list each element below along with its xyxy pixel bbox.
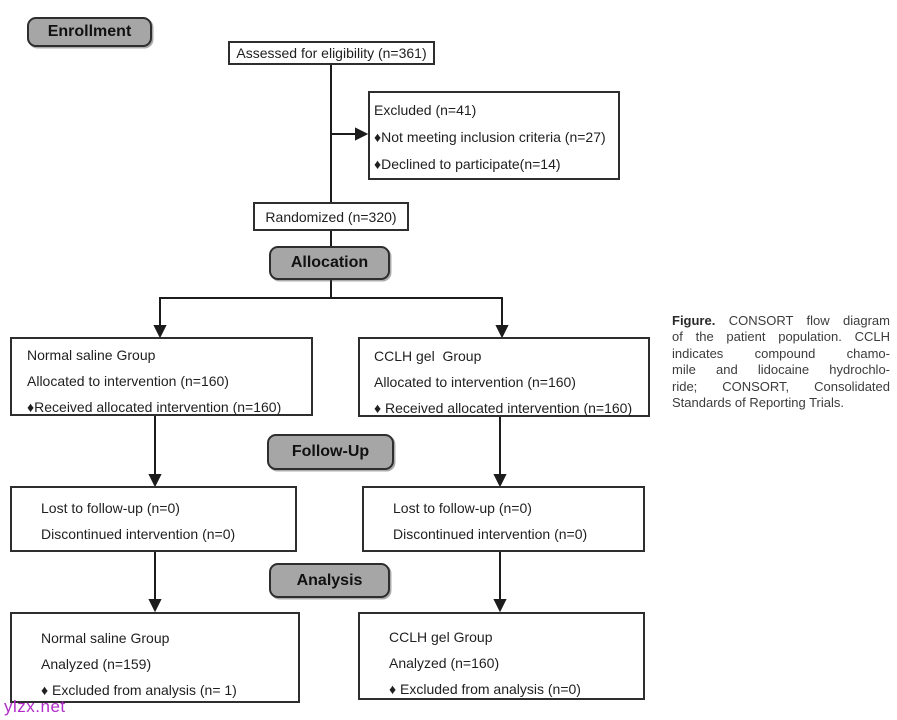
arrowhead-excluded xyxy=(356,129,366,139)
caption-line: Standards of Reporting Trials. xyxy=(672,395,844,411)
caption-line xyxy=(672,313,890,329)
stage-badge-allocation: Allocation xyxy=(269,246,390,280)
group-line: ♦Received allocated intervention (n=160) xyxy=(27,399,282,415)
analysis-line: ♦ Excluded from analysis (n= 1) xyxy=(41,682,237,698)
group-line: Allocated to intervention (n=160) xyxy=(374,374,576,390)
flow-box-assessed xyxy=(228,41,435,65)
analysis-title: Normal saline Group xyxy=(41,630,170,646)
caption-text: CONSORT flow diagram xyxy=(728,313,890,328)
flow-box-followup-left xyxy=(10,486,297,552)
arrowhead-group-right xyxy=(497,326,507,336)
excluded-item: ♦Not meeting inclusion criteria (n=27) xyxy=(374,129,606,145)
followup-line: Discontinued intervention (n=0) xyxy=(41,526,236,542)
followup-line: Lost to follow-up (n=0) xyxy=(393,500,532,516)
group-title: CCLH gel Group xyxy=(374,348,482,364)
analysis-line: ♦ Excluded from analysis (n=0) xyxy=(389,681,581,697)
figure-caption xyxy=(672,313,890,411)
arrowhead-analysis-right xyxy=(495,600,505,610)
group-title: Normal saline Group xyxy=(27,347,156,363)
caption-line: indicates compound chamo- xyxy=(672,345,890,361)
assessed-text: Assessed for eligibility (n=361) xyxy=(236,45,427,61)
arrowhead-followup-right xyxy=(495,475,505,485)
caption-figure-label: Figure. xyxy=(672,313,716,328)
watermark-ylzx: ylzx.net xyxy=(4,697,66,716)
analysis-title: CCLH gel Group xyxy=(389,629,493,645)
flow-box-allocation-left xyxy=(10,337,313,416)
excluded-title: Excluded (n=41) xyxy=(374,102,477,118)
excluded-item: ♦Declined to participate(n=14) xyxy=(374,156,561,172)
stage-badge-followup: Follow-Up xyxy=(267,434,394,470)
flow-box-followup-right xyxy=(362,486,645,552)
flow-box-analysis-left xyxy=(10,612,300,703)
flow-box-excluded xyxy=(368,91,620,180)
analysis-line: Analyzed (n=159) xyxy=(41,656,152,672)
stage-badge-enrollment: Enrollment xyxy=(27,17,152,47)
flow-box-allocation-right xyxy=(358,337,650,417)
caption-line: ride; CONSORT, Consolidated xyxy=(672,378,890,394)
arrowhead-group-left xyxy=(155,326,165,336)
group-line: ♦ Received allocated intervention (n=160) xyxy=(374,400,633,416)
followup-line: Lost to follow-up (n=0) xyxy=(41,500,180,516)
analysis-line: Analyzed (n=160) xyxy=(389,655,500,671)
flow-box-randomized xyxy=(253,202,409,231)
arrowhead-analysis-left xyxy=(150,600,160,610)
arrowhead-followup-left xyxy=(150,475,160,485)
flow-box-analysis-right xyxy=(358,612,645,700)
group-line: Allocated to intervention (n=160) xyxy=(27,373,229,389)
caption-line: mile and lidocaine hydrochlo- xyxy=(672,362,890,378)
randomized-text: Randomized (n=320) xyxy=(265,208,397,225)
stage-badge-analysis: Analysis xyxy=(269,563,390,598)
caption-line: of the patient population. CCLH xyxy=(672,329,890,345)
followup-line: Discontinued intervention (n=0) xyxy=(393,526,588,542)
